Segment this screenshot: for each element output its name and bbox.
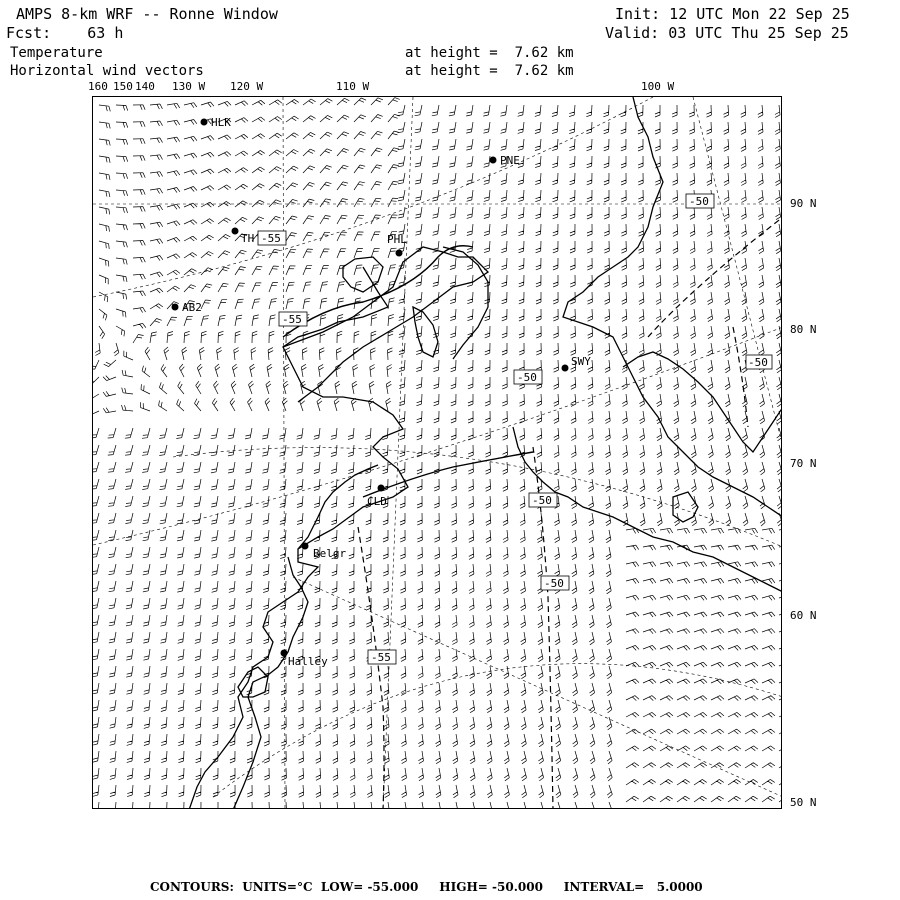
station-dot-halley [281, 650, 288, 657]
lat-label-60n: 60 N [790, 609, 817, 622]
station-label-hlk: HLK [211, 116, 231, 129]
graticule-line [693, 97, 782, 447]
station-label-halley: Halley [288, 655, 328, 668]
coastline-antarctic-peninsula [563, 97, 782, 517]
contour-label-2: -55 [282, 313, 302, 326]
lon-label-100w: 100 W [641, 80, 675, 93]
coastline-ice-shelf [283, 247, 488, 402]
coastline-island-berkner [343, 257, 383, 292]
lat-label-50n: 50 N [790, 796, 817, 809]
station-dot-hlk [201, 119, 208, 126]
field-temperature-height: at height = 7.62 km [405, 45, 574, 61]
forecast-hour: Fcst: 63 h [6, 24, 124, 42]
map-title: AMPS 8-km WRF -- Ronne Window [16, 5, 278, 23]
lon-label-110w: 110 W [336, 80, 370, 93]
contour-line [733, 327, 748, 427]
station-dot-swy [562, 365, 569, 372]
lon-label-120w: 120 W [230, 80, 264, 93]
station-dot-belgr [302, 543, 309, 550]
lon-label-160: 160 [88, 80, 108, 93]
valid-time: Valid: 03 UTC Thu 25 Sep 25 [605, 24, 849, 42]
station-label-pne: PNE [500, 154, 520, 167]
graticule-line [293, 577, 782, 797]
field-temperature: Temperature [10, 45, 103, 61]
station-dot-pne [490, 157, 497, 164]
station-dot-ab2 [172, 304, 179, 311]
station-dot-cld [378, 485, 385, 492]
station-label-th: TH [241, 232, 255, 245]
coastline-north-shelf [443, 247, 488, 359]
field-wind-vectors: Horizontal wind vectors [10, 63, 204, 79]
lat-label-80n: 80 N [790, 323, 817, 336]
field-wind-height: at height = 7.62 km [405, 63, 574, 79]
contour-label-5: -50 [748, 356, 768, 369]
contour-label-6: -50 [532, 494, 552, 507]
lon-label-130w: 130 W [172, 80, 206, 93]
contour-label-3: -50 [517, 371, 537, 384]
contour-label-4: -50 [689, 195, 709, 208]
coastline-ronne [298, 465, 378, 549]
map-canvas [93, 97, 782, 809]
lat-label-90n: 90 N [790, 197, 817, 210]
wind-barb-field [93, 98, 782, 809]
contour-label-8: -55 [371, 651, 391, 664]
wind-barbs [93, 98, 782, 809]
coastline-east-peninsula [513, 427, 782, 592]
contour-info-footer: CONTOURS: UNITS=°C LOW= -55.000 HIGH= -50.000 INTERVAL= 5.0000 [150, 880, 703, 894]
contour-line [363, 452, 533, 497]
temperature-contours-dashed [358, 217, 782, 809]
init-time: Init: 12 UTC Mon 22 Sep 25 [615, 5, 850, 23]
station-label-swy: SWY [571, 355, 591, 368]
lon-label-150: 150 [113, 80, 133, 93]
station-dot-phl [396, 250, 403, 257]
coastline-south [233, 557, 308, 809]
graticule-line [213, 664, 782, 797]
lon-label-140: 140 [135, 80, 155, 93]
station-label-belgr: Belgr [313, 547, 347, 560]
station-label-ab2: AB2 [182, 301, 202, 314]
temperature-contours [283, 246, 533, 497]
station-label-cld: CLD [367, 495, 387, 508]
station-dot-th [232, 228, 239, 235]
contour-label-1: -55 [261, 232, 281, 245]
station-label-phl: PHL [387, 233, 407, 246]
contour-label-7: -50 [544, 577, 564, 590]
lat-label-70n: 70 N [790, 457, 817, 470]
map-panel[interactable] [92, 96, 782, 809]
